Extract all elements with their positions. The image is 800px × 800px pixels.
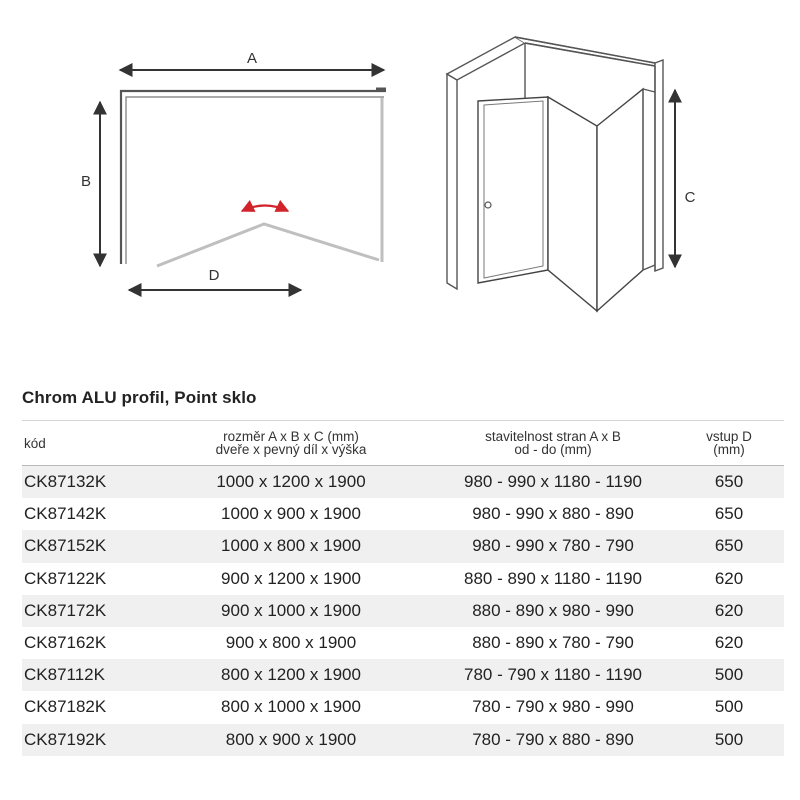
header-entry-line2: (mm) (713, 442, 745, 457)
cell-code: CK87172K (22, 595, 150, 627)
cell-entry: 500 (674, 691, 784, 723)
cell-entry: 500 (674, 724, 784, 756)
fold-panel-2-profile (643, 89, 655, 92)
cell-code: CK87132K (22, 466, 150, 499)
table-row (22, 530, 784, 562)
cell-code: CK87112K (22, 659, 150, 691)
cell-code: CK87162K (22, 627, 150, 659)
cell-entry: 620 (674, 563, 784, 595)
header-size (150, 421, 432, 466)
cell-code: CK87152K (22, 530, 150, 562)
cell-size: 1000 x 1200 x 1900 (150, 466, 432, 499)
fold-panel-2 (597, 89, 643, 311)
cell-range: 780 - 790 x 880 - 890 (432, 724, 674, 756)
fold-panel-2-profile-bottom (643, 265, 655, 270)
cell-entry: 650 (674, 498, 784, 530)
cell-range: 880 - 890 x 980 - 990 (432, 595, 674, 627)
cell-range: 780 - 790 x 1180 - 1190 (432, 659, 674, 691)
header-range (432, 421, 674, 466)
header-size-line2: dveře x pevný díl x výška (215, 442, 367, 457)
dimension-b-label: B (80, 173, 92, 190)
cell-range: 980 - 990 x 780 - 790 (432, 530, 674, 562)
table-row (22, 498, 784, 530)
wall-profile-inner (126, 97, 384, 264)
bifold-door-glass (157, 224, 379, 266)
wall-edge-back-top (525, 43, 655, 66)
cell-size: 900 x 1200 x 1900 (150, 563, 432, 595)
wall-edge-top (515, 37, 655, 63)
header-range-line2: od - do (mm) (514, 442, 592, 457)
cell-entry: 620 (674, 595, 784, 627)
back-wall-left (447, 74, 457, 289)
cell-entry: 650 (674, 530, 784, 562)
table-row (22, 563, 784, 595)
cell-range: 980 - 990 x 1180 - 1190 (432, 466, 674, 499)
header-range-line1: stavitelnost stran A x B (485, 429, 621, 444)
dimension-a-label: A (246, 50, 258, 67)
cell-range: 980 - 990 x 880 - 890 (432, 498, 674, 530)
table-title: Chrom ALU profil, Point sklo (22, 388, 257, 407)
table-row (22, 724, 784, 756)
header-entry (674, 421, 784, 466)
table-row (22, 691, 784, 723)
cell-size: 800 x 1000 x 1900 (150, 691, 432, 723)
side-wall (655, 60, 663, 271)
cell-range: 880 - 890 x 780 - 790 (432, 627, 674, 659)
dimension-c-label: C (684, 189, 696, 206)
cell-entry: 650 (674, 466, 784, 499)
floor-plan (81, 50, 386, 290)
cell-code: CK87182K (22, 691, 150, 723)
cell-size: 1000 x 900 x 1900 (150, 498, 432, 530)
swing-arrow (242, 206, 288, 212)
cell-size: 800 x 1200 x 1900 (150, 659, 432, 691)
cell-size: 900 x 1000 x 1900 (150, 595, 432, 627)
cell-size: 1000 x 800 x 1900 (150, 530, 432, 562)
cell-size: 800 x 900 x 1900 (150, 724, 432, 756)
cell-range: 880 - 890 x 1180 - 1190 (432, 563, 674, 595)
header-size-line1: rozměr A x B x C (mm) (223, 429, 359, 444)
header-code-label: kód (24, 435, 46, 451)
back-wall-top (447, 37, 525, 80)
header-entry-line1: vstup D (706, 429, 752, 444)
cell-size: 900 x 800 x 1900 (150, 627, 432, 659)
cell-code: CK87122K (22, 563, 150, 595)
fold-panel-1 (548, 97, 597, 311)
dimension-d-label: D (208, 267, 220, 284)
door-panel (478, 97, 548, 283)
technical-diagrams (0, 0, 800, 340)
table-row (22, 466, 784, 499)
wall-profile (121, 91, 386, 264)
isometric-view (447, 37, 663, 311)
cell-entry: 620 (674, 627, 784, 659)
table-row (22, 659, 784, 691)
door-handle (485, 202, 491, 208)
cell-code: CK87142K (22, 498, 150, 530)
header-code (22, 421, 150, 466)
cell-code: CK87192K (22, 724, 150, 756)
table-row (22, 627, 784, 659)
table-header-row (22, 421, 784, 466)
product-spec-table (22, 420, 784, 756)
table-row (22, 595, 784, 627)
cell-range: 780 - 790 x 980 - 990 (432, 691, 674, 723)
cell-entry: 500 (674, 659, 784, 691)
